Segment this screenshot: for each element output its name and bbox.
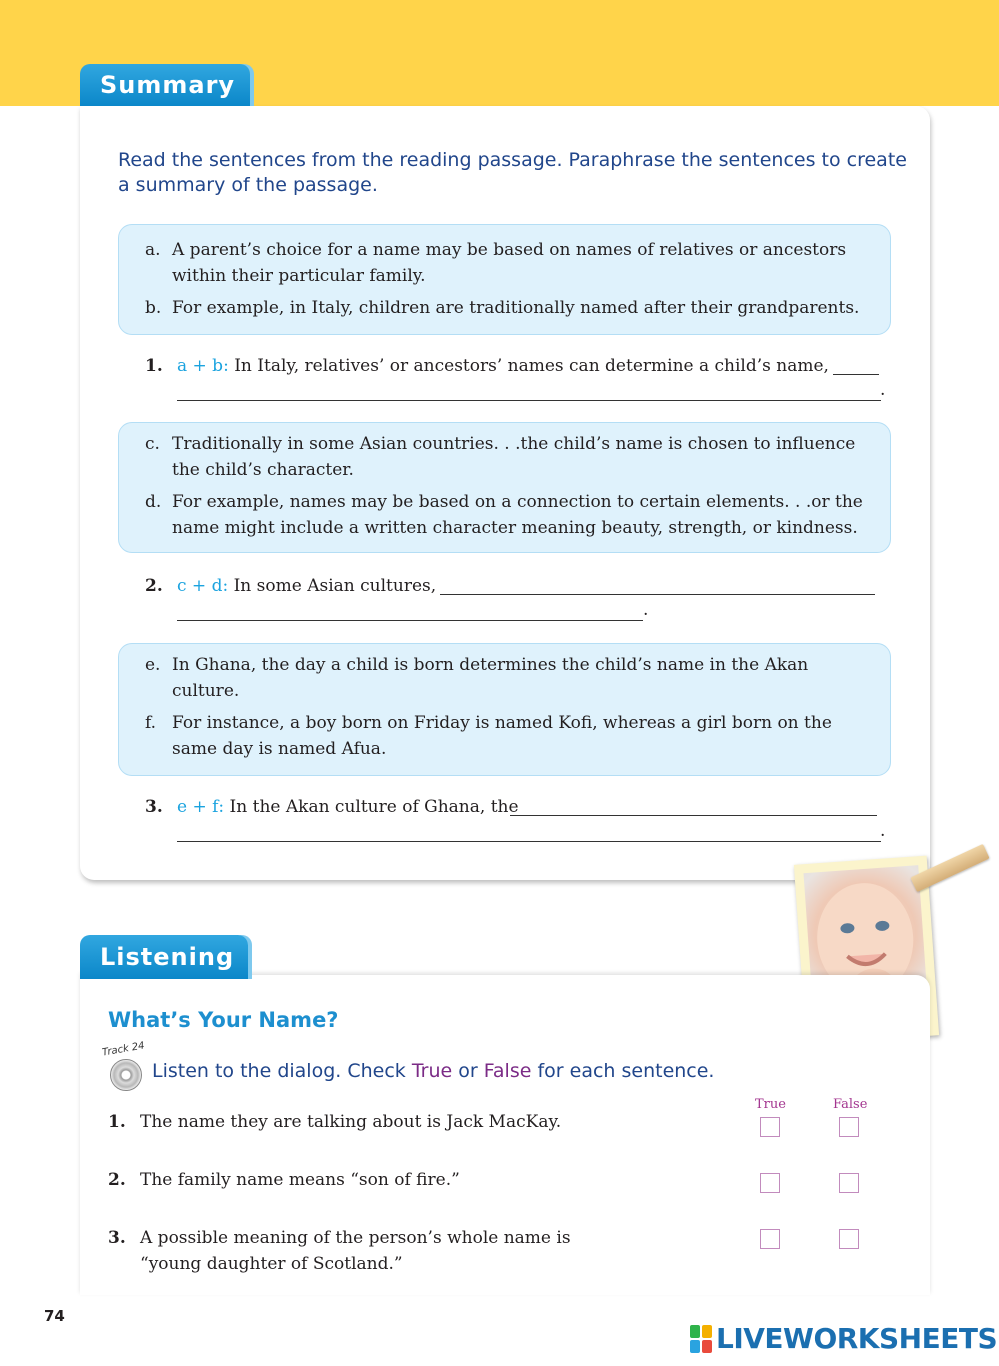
item-tag: a + b: [177,356,229,376]
sentence-text: Traditionally in some Asian countries. . .the child’s name is chosen to influence the child’s character. [172,434,856,480]
sentence-f [145,710,865,762]
sentence-b [145,295,865,321]
end-period: . [880,380,886,400]
true-column-header: True [755,1097,786,1112]
liveworksheets-brand[interactable] [690,1322,997,1355]
item-number: 2. [145,576,163,596]
answer-line-1b[interactable] [177,386,881,401]
false-column-header: False [833,1097,868,1112]
sentence-letter: a. [145,240,161,260]
question-text: The family name means “son of fire.” [140,1170,460,1190]
q3-false-checkbox[interactable] [839,1229,859,1249]
listening-title: What’s Your Name? [108,1008,339,1032]
item-number: 3. [145,797,163,817]
sentence-a [145,237,865,289]
question-text: The name they are talking about is Jack MacKay. [140,1112,562,1132]
sentence-d [145,489,865,541]
summary-tab: Summary [80,64,250,106]
q1-true-checkbox[interactable] [760,1117,780,1137]
sentence-letter: c. [145,434,160,454]
question-3 [108,1225,588,1277]
answer-line-3b[interactable] [177,827,881,842]
answer-line-2a[interactable] [440,580,875,595]
sentence-letter: f. [145,713,157,733]
end-period: . [643,600,649,620]
sentence-text: For example, in Italy, children are traditionally named after their grandparents. [172,298,860,318]
item-prompt: In Italy, relatives’ or ancestors’ names can determine a child’s name, [234,356,829,376]
question-text: A possible meaning of the person’s whole name is “young daughter of Scotland.” [140,1228,571,1274]
q2-false-checkbox[interactable] [839,1173,859,1193]
sentence-letter: d. [145,492,162,512]
question-2 [108,1167,628,1193]
sentence-e [145,652,865,704]
summary-instructions: Read the sentences from the reading passage. Paraphrase the sentences to create a summary of the passage. [118,149,907,196]
q3-true-checkbox[interactable] [760,1229,780,1249]
q2-true-checkbox[interactable] [760,1173,780,1193]
listening-tab: Listening [80,935,248,979]
track-label: Track 24 [101,1040,146,1059]
listening-instructions: Listen to the dialog. Check True or False for each sentence. [152,1060,715,1082]
item-number: 1. [145,356,163,376]
sentence-letter: b. [145,298,162,318]
question-number: 3. [108,1228,126,1248]
answer-line-2b[interactable] [177,606,643,621]
item-prompt: In the Akan culture of Ghana, the [229,797,519,817]
question-number: 1. [108,1112,126,1132]
end-period: . [880,821,886,841]
sentence-letter: e. [145,655,161,675]
sentence-text: In Ghana, the day a child is born determines the child’s name in the Akan culture. [172,655,809,701]
cd-icon[interactable] [110,1059,142,1091]
q1-false-checkbox[interactable] [839,1117,859,1137]
question-1 [108,1109,628,1135]
sentence-c [145,431,865,483]
sentence-text: For instance, a boy born on Friday is named Kofi, whereas a girl born on the same day is named Afua. [172,713,832,759]
sentence-text: A parent’s choice for a name may be based on names of relatives or ancestors within their particular family. [172,240,847,286]
item-prompt: In some Asian cultures, [233,576,437,596]
answer-line-1a[interactable] [833,360,879,375]
question-number: 2. [108,1170,126,1190]
item-tag: c + d: [177,576,229,596]
sentence-text: For example, names may be based on a connection to certain elements. . .or the name might include a written character meaning beauty, strength, or kindness. [172,492,863,538]
answer-line-3a[interactable] [510,801,877,816]
page-number: 74 [44,1307,65,1325]
liveworksheets-logo-icon [690,1325,712,1353]
brand-text: LIVEWORKSHEETS [716,1322,998,1355]
item-tag: e + f: [177,797,225,817]
